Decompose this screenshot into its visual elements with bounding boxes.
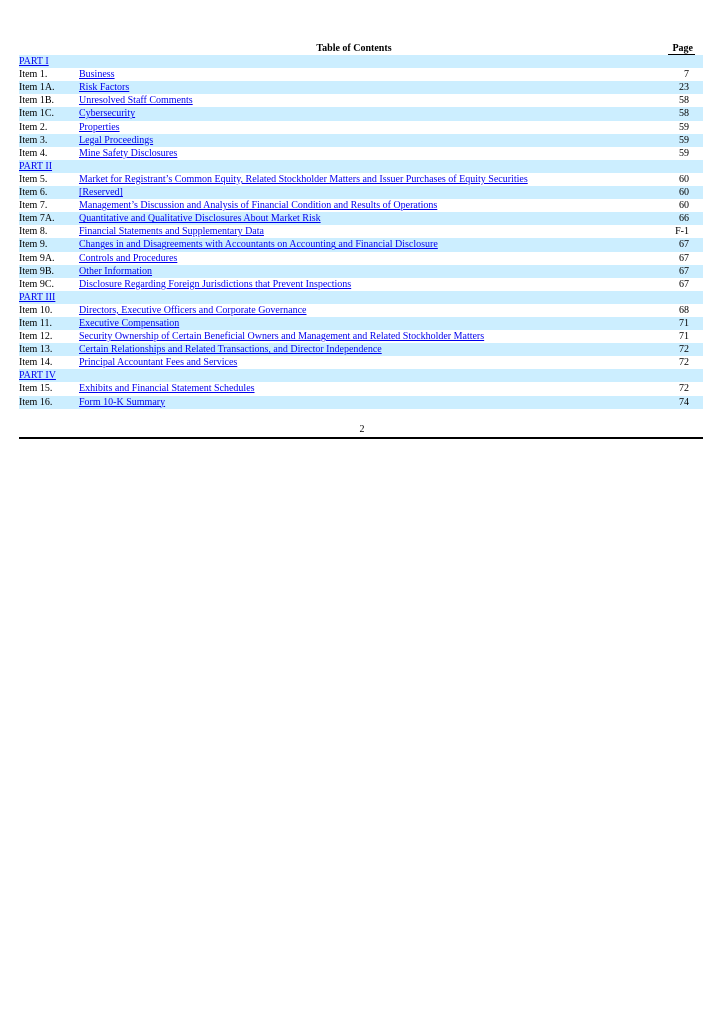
toc-part-row xyxy=(19,160,703,173)
item-title-link[interactable]: Financial Statements and Supplementary Data xyxy=(79,226,264,238)
item-number: Item 10. xyxy=(19,304,53,316)
item-page-number: 23 xyxy=(629,81,703,94)
item-page-number: 59 xyxy=(679,147,689,159)
item-title-cell xyxy=(79,317,629,330)
item-page-number: 67 xyxy=(679,252,689,264)
item-title-link[interactable]: Business xyxy=(79,69,115,81)
toc-item-row xyxy=(19,68,703,81)
item-title-link[interactable]: Disclosure Regarding Foreign Jurisdictions that Prevent Inspections xyxy=(79,278,352,290)
item-number: Item 16. xyxy=(19,396,79,409)
item-page-number: 72 xyxy=(679,383,689,395)
toc-part-row xyxy=(19,291,703,304)
item-page-number: 59 xyxy=(679,121,689,133)
item-title-link[interactable]: Principal Accountant Fees and Services xyxy=(79,357,238,369)
item-number: Item 9C. xyxy=(19,278,54,290)
item-number: Item 1C. xyxy=(19,107,79,120)
item-title-cell xyxy=(79,265,629,278)
item-title-link[interactable]: Directors, Executive Officers and Corporate Governance xyxy=(79,304,307,316)
page-column-label: Page xyxy=(668,43,695,55)
item-number: Item 1B. xyxy=(19,95,54,107)
table-of-contents xyxy=(19,42,703,409)
toc-page-header xyxy=(629,42,703,55)
item-title-link[interactable]: Security Ownership of Certain Beneficial Owners and Management and Related Stockholder Matters xyxy=(79,331,485,343)
item-title-cell xyxy=(79,199,629,212)
item-title-link[interactable]: Risk Factors xyxy=(79,82,130,94)
toc-item-row xyxy=(19,356,703,369)
item-title-cell xyxy=(79,278,629,291)
item-number: Item 7. xyxy=(19,200,48,212)
item-title-link[interactable]: Legal Proceedings xyxy=(79,134,154,146)
item-page-number: 60 xyxy=(679,173,689,185)
item-title-cell xyxy=(79,356,629,369)
item-page-number: 7 xyxy=(684,69,689,81)
toc-item-row xyxy=(19,317,703,330)
item-number: Item 7A. xyxy=(19,212,79,225)
item-title-cell xyxy=(79,330,629,343)
item-title-cell xyxy=(79,238,629,251)
toc-body xyxy=(19,55,703,409)
item-number: Item 14. xyxy=(19,357,53,369)
item-title-link[interactable]: Form 10-K Summary xyxy=(79,396,166,408)
item-page-number: 59 xyxy=(629,134,703,147)
item-number: Item 8. xyxy=(19,226,48,238)
item-number: Item 2. xyxy=(19,121,48,133)
toc-item-row xyxy=(19,147,703,160)
toc-item-row xyxy=(19,212,703,225)
part-cell xyxy=(19,55,703,68)
item-page-number: 67 xyxy=(679,278,689,290)
item-number: Item 9A. xyxy=(19,252,55,264)
toc-item-row xyxy=(19,134,703,147)
item-page-number: 68 xyxy=(679,304,689,316)
item-page-number: 60 xyxy=(629,186,703,199)
item-number: Item 9B. xyxy=(19,265,79,278)
item-page-number: 72 xyxy=(679,357,689,369)
toc-item-row xyxy=(19,238,703,251)
item-page-number: 74 xyxy=(629,396,703,409)
toc-header-row xyxy=(19,42,703,55)
part-cell xyxy=(19,291,703,304)
item-title-link[interactable]: Exhibits and Financial Statement Schedules xyxy=(79,383,255,395)
item-number: Item 13. xyxy=(19,343,79,356)
item-title-cell xyxy=(79,396,629,409)
item-title-link[interactable]: Changes in and Disagreements with Accountants on Accounting and Financial Disclosure xyxy=(79,239,438,251)
page-bottom-rule xyxy=(19,437,703,439)
item-title-cell xyxy=(79,382,629,395)
item-page-number: 67 xyxy=(629,265,703,278)
page-number: 2 xyxy=(359,424,365,435)
part-link[interactable]: PART III xyxy=(19,291,56,303)
item-title-cell xyxy=(79,94,629,107)
item-title-cell xyxy=(79,134,629,147)
item-title-link[interactable]: Properties xyxy=(79,121,120,133)
toc-item-row xyxy=(19,265,703,278)
toc-item-row xyxy=(19,304,703,317)
item-number: Item 6. xyxy=(19,186,79,199)
toc-part-row xyxy=(19,55,703,68)
item-number: Item 4. xyxy=(19,147,48,159)
item-title-link[interactable]: Other Information xyxy=(79,265,153,277)
item-title-link[interactable]: Certain Relationships and Related Transactions, and Director Independence xyxy=(79,344,382,356)
item-number: Item 15. xyxy=(19,383,53,395)
item-title-cell xyxy=(79,147,629,160)
item-number: Item 11. xyxy=(19,317,79,330)
item-title-link[interactable]: Cybersecurity xyxy=(79,108,136,120)
item-number: Item 9. xyxy=(19,238,79,251)
item-page-number: 72 xyxy=(629,343,703,356)
toc-title: Table of Contents xyxy=(316,43,392,54)
item-title-link[interactable]: Management’s Discussion and Analysis of Financial Condition and Results of Operations xyxy=(79,200,438,212)
item-title-cell xyxy=(79,173,629,186)
item-page-number: F-1 xyxy=(675,226,689,238)
part-link[interactable]: PART II xyxy=(19,160,53,172)
item-title-cell xyxy=(79,304,629,317)
item-page-number: 67 xyxy=(629,238,703,251)
toc-item-row xyxy=(19,330,703,343)
item-title-cell xyxy=(79,81,629,94)
part-link[interactable]: PART IV xyxy=(19,370,56,382)
toc-item-row xyxy=(19,121,703,134)
item-title-link[interactable]: Market for Registrant’s Common Equity, Related Stockholder Matters and Issuer Purchases of Equity Securities xyxy=(79,173,528,185)
item-title-cell xyxy=(79,186,629,199)
item-title-cell xyxy=(79,252,629,265)
part-cell xyxy=(19,160,703,173)
item-title-link[interactable]: Executive Compensation xyxy=(79,317,180,329)
toc-item-row xyxy=(19,252,703,265)
item-number: Item 12. xyxy=(19,331,53,343)
item-title-cell xyxy=(79,107,629,120)
toc-item-row xyxy=(19,278,703,291)
item-title-cell xyxy=(79,225,629,238)
item-number: Item 1. xyxy=(19,69,48,81)
toc-part-row xyxy=(19,369,703,382)
item-title-cell xyxy=(79,68,629,81)
part-cell xyxy=(19,369,703,382)
toc-item-row xyxy=(19,343,703,356)
item-page-number: 66 xyxy=(629,212,703,225)
item-title-cell xyxy=(79,212,629,225)
item-title-link[interactable]: Mine Safety Disclosures xyxy=(79,147,178,159)
item-page-number: 71 xyxy=(629,317,703,330)
toc-header-spacer xyxy=(19,42,79,55)
item-page-number: 58 xyxy=(679,95,689,107)
part-link[interactable]: PART I xyxy=(19,56,49,68)
item-number: Item 1A. xyxy=(19,81,79,94)
item-page-number: 71 xyxy=(679,331,689,343)
item-number: Item 5. xyxy=(19,173,48,185)
toc-item-row xyxy=(19,107,703,120)
toc-item-row xyxy=(19,81,703,94)
item-title-link[interactable]: [Reserved] xyxy=(79,187,123,199)
item-page-number: 60 xyxy=(679,200,689,212)
item-number: Item 3. xyxy=(19,134,79,147)
toc-item-row xyxy=(19,382,703,395)
item-title-cell xyxy=(79,343,629,356)
toc-item-row xyxy=(19,173,703,186)
item-title-link[interactable]: Unresolved Staff Comments xyxy=(79,95,193,107)
item-page-number: 58 xyxy=(629,107,703,120)
item-title-cell xyxy=(79,121,629,134)
toc-item-row xyxy=(19,396,703,409)
toc-item-row xyxy=(19,225,703,238)
toc-item-row xyxy=(19,94,703,107)
item-title-link[interactable]: Quantitative and Qualitative Disclosures About Market Risk xyxy=(79,213,321,225)
item-title-link[interactable]: Controls and Procedures xyxy=(79,252,178,264)
toc-item-row xyxy=(19,199,703,212)
toc-item-row xyxy=(19,186,703,199)
